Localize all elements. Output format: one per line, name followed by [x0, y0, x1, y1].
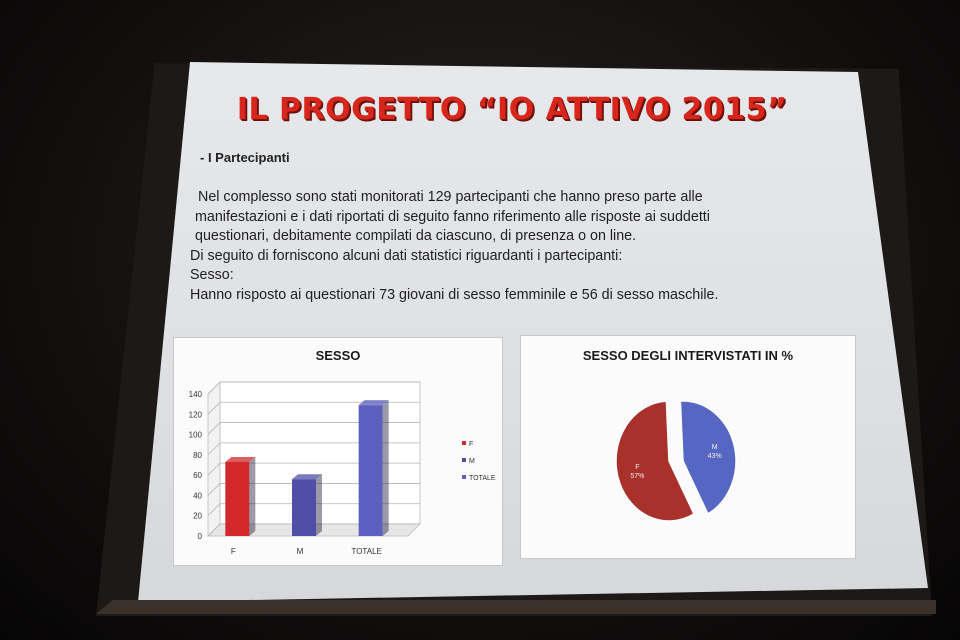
- bar: [292, 474, 322, 536]
- paragraph-line: Di seguito di forniscono alcuni dati statistici riguardanti i partecipanti:: [190, 247, 623, 264]
- y-tick-label: 120: [188, 410, 202, 420]
- pie-chart-title: SESSO DEGLI INTERVISTATI IN %: [582, 348, 794, 363]
- legend-label: F: [469, 441, 474, 448]
- bar-front: [292, 479, 316, 536]
- x-tick-label: TOTALE: [351, 547, 382, 556]
- y-tick-label: 140: [188, 390, 202, 399]
- pie-label: M: [711, 444, 718, 452]
- y-tick-label: 0: [197, 532, 202, 541]
- bar-chart-panel: [173, 337, 503, 566]
- bar-side: [316, 474, 322, 536]
- y-tick-label: 60: [193, 471, 202, 481]
- paragraph-line: Sesso:: [190, 267, 234, 283]
- slide-title: IL PROGETTO “IO ATTIVO 2015”: [236, 92, 788, 127]
- screen-bottom-bar: [96, 600, 936, 614]
- paragraph-line: manifestazioni e i dati riportati di seguito fanno riferimento alle risposte ai suddetti: [195, 208, 710, 225]
- legend-swatch: [462, 441, 466, 445]
- bar-front: [225, 462, 249, 536]
- slide-paragraph: [190, 188, 830, 305]
- paragraph-line: Nel complesso sono stati monitorati 129 partecipanti che hanno preso parte alle: [198, 189, 703, 205]
- bar-chart: [174, 338, 502, 565]
- pie-label: F: [635, 463, 640, 471]
- bar: [225, 457, 255, 536]
- y-tick-label: 100: [188, 430, 202, 440]
- legend-label: TOTALE: [469, 475, 496, 482]
- y-tick-label: 40: [193, 491, 202, 501]
- slide-subtitle: - I Partecipanti: [200, 150, 290, 165]
- pie-percent-label: 57%: [630, 472, 645, 480]
- pie-chart: [521, 336, 855, 558]
- y-tick-label: 20: [193, 511, 202, 521]
- bar: [359, 400, 389, 536]
- y-tick-label: 80: [193, 450, 202, 460]
- paragraph-line: questionari, debitamente compilati da ciascuno, di presenza o on line.: [195, 228, 637, 244]
- pie-percent-label: 43%: [707, 453, 722, 461]
- bar-front: [359, 405, 383, 536]
- bar-side: [249, 457, 255, 536]
- x-tick-label: F: [230, 547, 236, 556]
- legend-label: M: [469, 458, 475, 465]
- legend-swatch: [462, 458, 466, 462]
- pie-chart-panel: [520, 335, 856, 559]
- chart-side-wall: [208, 382, 220, 536]
- bar-chart-title: SESSO: [315, 348, 361, 363]
- legend-swatch: [462, 475, 466, 479]
- x-tick-label: M: [296, 547, 304, 556]
- paragraph-line: Hanno risposto ai questionari 73 giovani di sesso femminile e 56 di sesso maschile.: [190, 286, 719, 303]
- bar-side: [383, 400, 389, 536]
